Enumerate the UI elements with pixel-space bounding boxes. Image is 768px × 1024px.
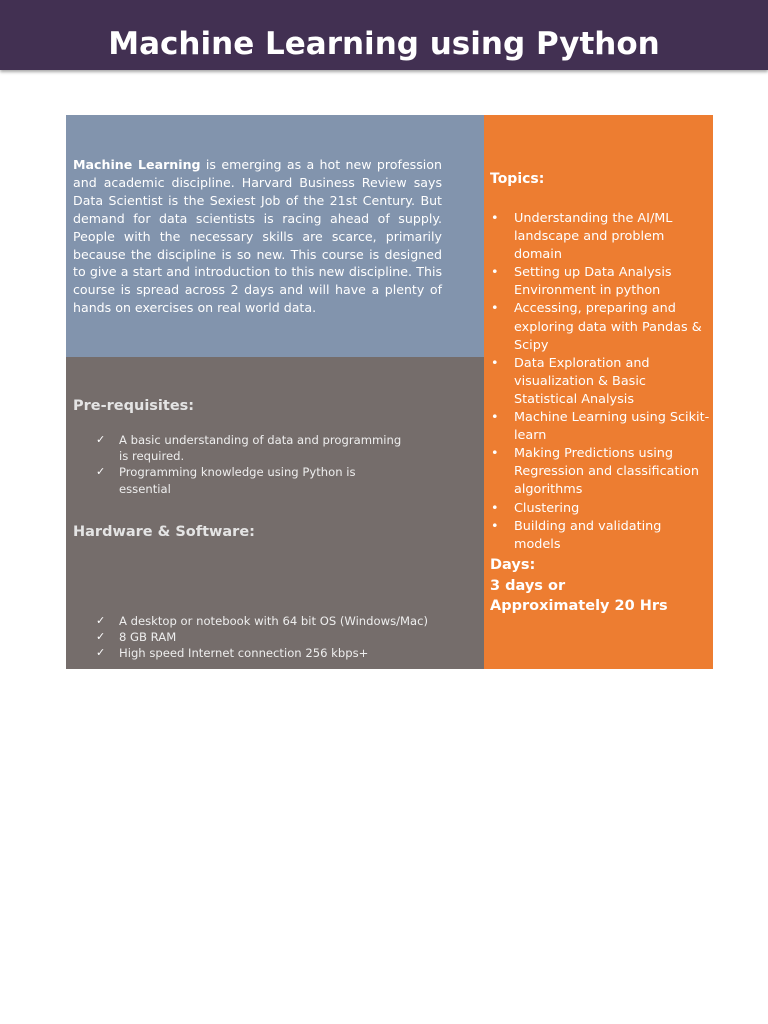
bullet-icon: • xyxy=(491,500,499,516)
prerequisites-heading: Pre-requisites: xyxy=(73,398,195,414)
bullet-icon: • xyxy=(491,211,499,226)
intro-lead: Machine Learning xyxy=(73,157,201,172)
bullet-icon: • xyxy=(491,446,499,462)
days-hours: Approximately 20 Hrs xyxy=(490,598,668,614)
check-icon: ✓ xyxy=(96,433,106,446)
list-item: ✓ Programming knowledge using Python is essential xyxy=(96,465,356,496)
list-item: • Clustering xyxy=(490,500,710,518)
list-item: • Building and validating models xyxy=(491,518,662,552)
title-banner xyxy=(0,0,768,70)
topics-list xyxy=(490,210,710,554)
check-icon: ✓ xyxy=(96,630,106,644)
list-item: • Making Predictions using Regression and classification algorithms xyxy=(491,446,699,498)
prerequisites-list xyxy=(96,432,406,497)
list-item: ✓ A basic understanding of data and programming is required. xyxy=(96,433,402,464)
intro-paragraph xyxy=(73,156,442,317)
list-item: ✓ 8 GB RAM xyxy=(96,630,177,645)
list-item: ✓ A desktop or notebook with 64 bit OS (Windows/Mac) xyxy=(96,614,429,628)
list-item: • Understanding the AI/ML landscape and problem domain xyxy=(491,211,673,263)
list-item: ✓ High speed Internet connection 256 kbps+ xyxy=(96,646,369,661)
bullet-icon: • xyxy=(491,410,499,426)
check-icon: ✓ xyxy=(96,465,106,479)
list-item: • Setting up Data Analysis Environment in python xyxy=(491,265,672,299)
bullet-icon: • xyxy=(491,265,499,281)
days-block xyxy=(490,555,668,617)
days-heading: Days: xyxy=(490,557,536,573)
list-item: • Accessing, preparing and exploring data with Pandas & Scipy xyxy=(491,301,702,353)
bullet-icon: • xyxy=(491,355,499,371)
intro-body: is emerging as a hot new profession and academic discipline. Harvard Business Review says Data Scientist is the Sexiest Job of the 21st Century. But demand for data scientists is racing ahead of supply. People with the necessary skills are scarce, primarily because the discipline is so new. This course is designed to give a start and introduction to this new discipline. This course is spread across 2 days and will have a plenty of hands on exercises on real world data. xyxy=(73,157,442,316)
topics-panel xyxy=(484,115,713,669)
topics-heading: Topics: xyxy=(490,171,545,187)
intro-panel xyxy=(66,115,484,357)
check-icon: ✓ xyxy=(96,646,106,660)
list-item: • Machine Learning using Scikit-learn xyxy=(491,410,710,444)
prerequisites-panel xyxy=(66,357,484,669)
days-duration: 3 days or xyxy=(490,577,566,594)
list-item: • Data Exploration and visualization & Basic Statistical Analysis xyxy=(491,355,650,407)
hardware-list xyxy=(96,613,466,662)
check-icon: ✓ xyxy=(96,614,106,627)
bullet-icon: • xyxy=(491,301,499,317)
bullet-icon: • xyxy=(491,518,499,534)
page-title: Machine Learning using Python xyxy=(108,26,660,62)
hardware-heading: Hardware & Software: xyxy=(73,524,255,540)
